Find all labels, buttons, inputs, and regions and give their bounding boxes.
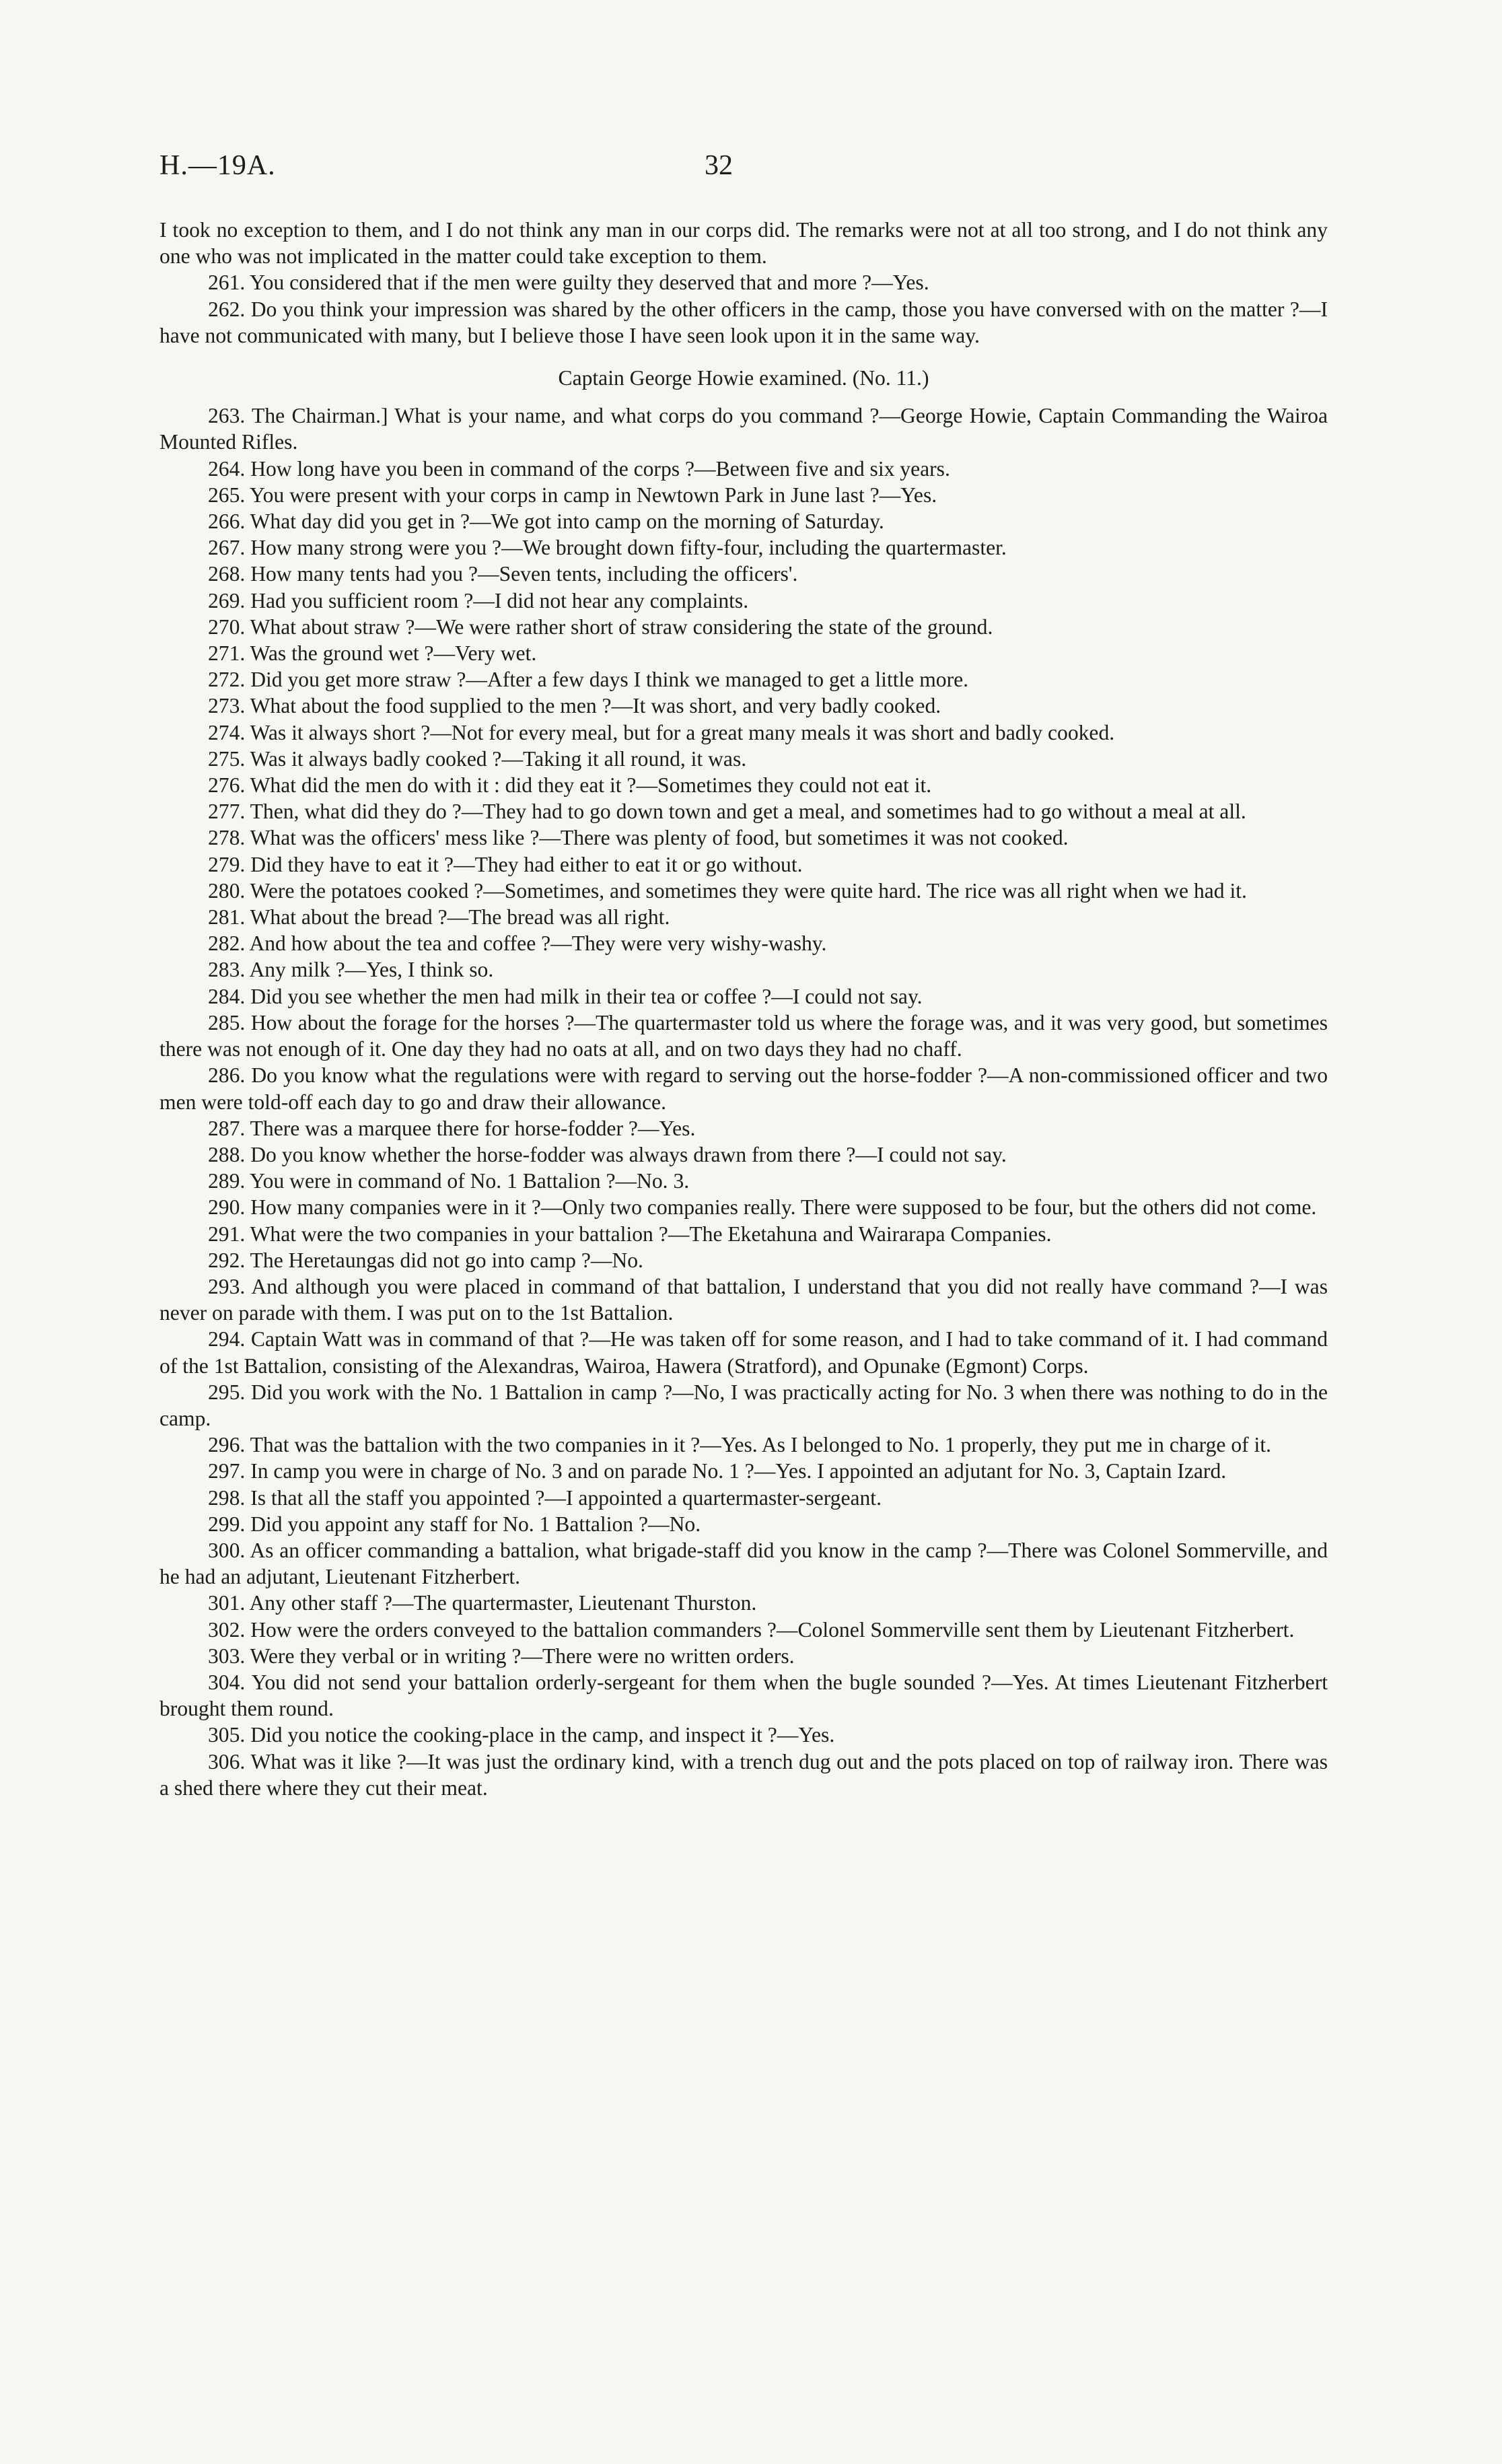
- question-answer: 263. The Chairman.] What is your name, and what corps do you command ?—George Howie, Captain Commanding the Wairoa Mounted Rifles.: [159, 404, 1328, 454]
- question-answer: 298. Is that all the staff you appointed ?—I appointed a quartermaster-sergeant.: [208, 1485, 882, 1510]
- witness-heading: Captain George Howie examined. (No. 11.): [558, 366, 929, 390]
- question-answer: 294. Captain Watt was in command of that ?—He was taken off for some reason, and I had to take command of it. I had command of the 1st Battalion, consisting of the Alexandras, Wairoa, Hawera (Stratford), and Opunake (Egmont) Corps.: [159, 1327, 1328, 1378]
- question-answer: 268. How many tents had you ?—Seven tents, including the officers'.: [208, 562, 798, 586]
- question-answer: 297. In camp you were in charge of No. 3 and on parade No. 1 ?—Yes. I appointed an adjutant for No. 3, Captain Izard.: [208, 1459, 1227, 1483]
- question-answer: 299. Did you appoint any staff for No. 1 Battalion ?—No.: [208, 1512, 701, 1536]
- question-answer: 278. What was the officers' mess like ?—There was plenty of food, but sometimes it was not cooked.: [208, 826, 1069, 850]
- question-answer: 267. How many strong were you ?—We brought down fifty-four, including the quartermaster.: [208, 536, 1007, 560]
- question-answer: 280. Were the potatoes cooked ?—Sometimes, and sometimes they were quite hard. The rice was all right when we had it.: [208, 878, 1247, 903]
- question-answer: 281. What about the bread ?—The bread was all right.: [208, 905, 670, 929]
- question-answer: 273. What about the food supplied to the men ?—It was short, and very badly cooked.: [208, 694, 941, 718]
- question-answer: 270. What about straw ?—We were rather short of straw considering the state of the ground.: [208, 614, 993, 639]
- question-answer: 264. How long have you been in command of the corps ?—Between five and six years.: [208, 456, 950, 481]
- question-answer: 301. Any other staff ?—The quartermaster, Lieutenant Thurston.: [208, 1591, 757, 1615]
- question-answer: 261. You considered that if the men were guilty they deserved that and more ?—Yes.: [208, 271, 929, 295]
- question-answer: 274. Was it always short ?—Not for every meal, but for a great many meals it was short and badly cooked.: [208, 720, 1115, 744]
- question-answer: 304. You did not send your battalion orderly-sergeant for them when the bugle sounded ?—Yes. At times Lieutenant Fitzherbert brought them round.: [159, 1670, 1328, 1721]
- question-answer: 266. What day did you get in ?—We got into camp on the morning of Saturday.: [208, 509, 884, 534]
- question-answer: 277. Then, what did they do ?—They had to go down town and get a meal, and sometimes had to go without a meal at all.: [208, 800, 1246, 824]
- question-answer: 286. Do you know what the regulations were with regard to serving out the horse-fodder ?—A non-commissioned officer and two men were told-off each day to go and draw their allowance.: [159, 1063, 1328, 1114]
- question-answer: 292. The Heretaungas did not go into camp ?—No.: [208, 1248, 643, 1272]
- testimony-body: [159, 217, 1328, 1801]
- question-answer: 295. Did you work with the No. 1 Battalion in camp ?—No, I was practically acting for No. 3 when there was nothing to do in the camp.: [159, 1380, 1328, 1430]
- question-answer: 296. That was the battalion with the two companies in it ?—Yes. As I belonged to No. 1 properly, they put me in charge of it.: [208, 1433, 1272, 1457]
- question-answer: 300. As an officer commanding a battalion, what brigade-staff did you know in the camp ?—There was Colonel Sommerville, and he had an adjutant, Lieutenant Fitzherbert.: [159, 1538, 1328, 1589]
- question-answer: 291. What were the two companies in your battalion ?—The Eketahuna and Wairarapa Companies.: [208, 1222, 1052, 1246]
- question-answer: 305. Did you notice the cooking-place in the camp, and inspect it ?—Yes.: [208, 1723, 835, 1747]
- continued-paragraph: I took no exception to them, and I do not think any man in our corps did. The remarks were not at all too strong, and I do not think any one who was not implicated in the matter could take exception to them.: [159, 218, 1328, 269]
- question-answer: 306. What was it like ?—It was just the ordinary kind, with a trench dug out and the pots placed on top of railway iron. There was a shed there where they cut their meat.: [159, 1749, 1328, 1800]
- question-answer: 288. Do you know whether the horse-fodder was always drawn from there ?—I could not say.: [208, 1142, 1007, 1166]
- question-answer: 275. Was it always badly cooked ?—Taking it all round, it was.: [208, 746, 747, 771]
- question-answer: 272. Did you get more straw ?—After a few days I think we managed to get a little more.: [208, 668, 969, 692]
- question-answer: 284. Did you see whether the men had milk in their tea or coffee ?—I could not say.: [208, 984, 923, 1008]
- question-answer: 262. Do you think your impression was shared by the other officers in the camp, those you have conversed with on the matter ?—I have not communicated with many, but I believe those I have seen look upon it in the same way.: [159, 297, 1328, 347]
- question-answer: 276. What did the men do with it : did they eat it ?—Sometimes they could not eat it.: [208, 773, 932, 798]
- question-answer: 265. You were present with your corps in camp in Newtown Park in June last ?—Yes.: [208, 483, 937, 507]
- question-answer: 282. And how about the tea and coffee ?—They were very wishy-washy.: [208, 931, 827, 956]
- question-answer: 285. How about the forage for the horses ?—The quartermaster told us where the forage was, and it was very good, but sometimes there was not enough of it. One day they had no oats at all, and on two days they had no chaff.: [159, 1010, 1328, 1061]
- page-header: [159, 149, 1328, 190]
- page-number: 32: [705, 150, 733, 181]
- question-answer: 290. How many companies were in it ?—Only two companies really. There were supposed to be four, but the others did not come.: [208, 1195, 1317, 1220]
- question-answer: 302. How were the orders conveyed to the battalion commanders ?—Colonel Sommerville sent them by Lieutenant Fitzherbert.: [208, 1617, 1295, 1642]
- question-answer: 279. Did they have to eat it ?—They had either to eat it or go without.: [208, 852, 803, 876]
- document-reference: H.—19A.: [159, 150, 276, 181]
- question-answer: 303. Were they verbal or in writing ?—There were no written orders.: [208, 1644, 795, 1668]
- question-answer: 283. Any milk ?—Yes, I think so.: [208, 958, 494, 982]
- question-answer: 271. Was the ground wet ?—Very wet.: [208, 641, 537, 666]
- question-answer: 293. And although you were placed in command of that battalion, I understand that you did not really have command ?—I was never on parade with them. I was put on to the 1st Battalion.: [159, 1274, 1328, 1325]
- question-answer: 287. There was a marquee there for horse-fodder ?—Yes.: [208, 1116, 696, 1140]
- question-answer: 269. Had you sufficient room ?—I did not hear any complaints.: [208, 588, 749, 612]
- question-answer: 289. You were in command of No. 1 Battalion ?—No. 3.: [208, 1169, 690, 1193]
